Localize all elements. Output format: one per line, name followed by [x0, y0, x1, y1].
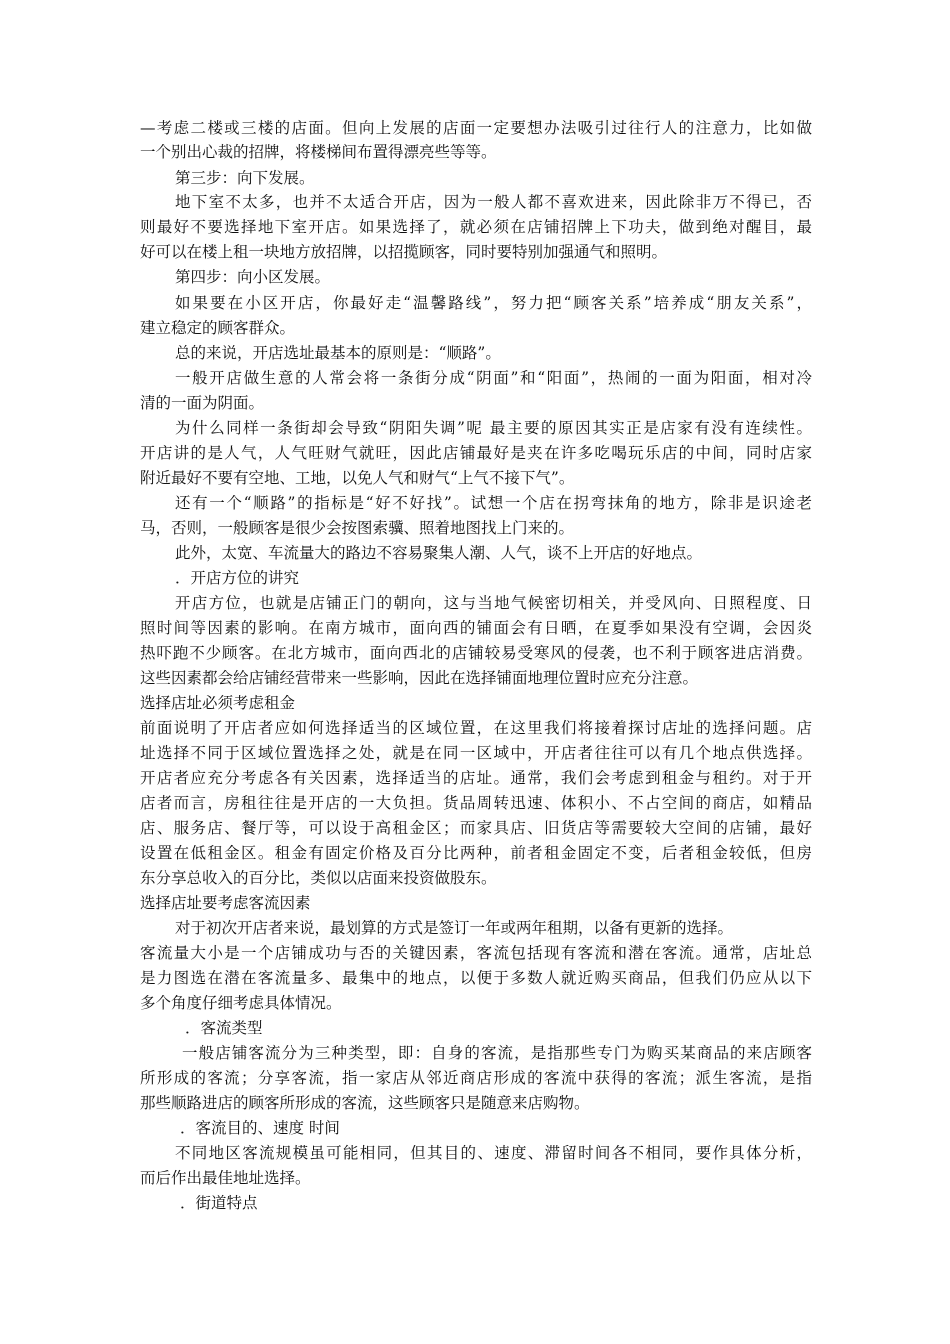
text-line: 东分享总收入的百分比，类似以店面来投资做股东。: [140, 869, 497, 887]
text-line: 店者而言，房租往往是开店的一大负担。货品周转迅速、体积小、不占空间的商店，如精品: [140, 794, 812, 812]
text-line: 前面说明了开店者应如何选择适当的区域位置，在这里我们将接着探讨店址的选择问题。店: [140, 719, 812, 737]
text-line: 地下室不太多，也并不太适合开店，因为一般人都不喜欢进来，因此除非万不得已，否: [175, 193, 812, 211]
text-line: 对于初次开店者来说，最划算的方式是签订一年或两年租期，以备有更新的选择。: [175, 919, 734, 937]
text-line: 是力图选在潜在客流量多、最集中的地点，以便于多数人就近购买商品，但我们仍应从以下: [140, 969, 812, 987]
section-subheading: ．客流目的、速度 时间: [180, 1119, 340, 1137]
text-line: 一般开店做生意的人常会将一条街分成“阴面”和“阳面”，热闹的一面为阳面，相对冷: [175, 369, 812, 387]
text-line: 还有一个“顺路”的指标是“好不好找”。试想一个店在拐弯抹角的地方，除非是识途老: [175, 494, 812, 512]
text-line: 清的一面为阴面。: [140, 394, 265, 412]
step-heading: 第三步：向下发展。: [175, 169, 315, 187]
text-line: 所形成的客流；分享客流，指一家店从邻近商店形成的客流中获得的客流；派生客流，是指: [140, 1069, 812, 1087]
text-line: 不同地区客流规模虽可能相同，但其目的、速度、滞留时间各不相同，要作具体分析，: [175, 1144, 812, 1162]
text-line: 建立稳定的顾客群众。: [140, 319, 296, 337]
section-heading: 选择店址必须考虑租金: [140, 694, 296, 712]
text-line: 店、服务店、餐厅等，可以设于高租金区；而家具店、旧货店等需要较大空间的店铺，最好: [140, 819, 812, 837]
text-line: 开店讲的是人气，人气旺财气就旺，因此店铺最好是夹在许多吃喝玩乐店的中间，同时店家: [140, 444, 812, 462]
text-line: 为什么同样一条街却会导致“阴阳失调”呢 最主要的原因其实正是店家有没有连续性。: [175, 419, 812, 437]
text-line: 一般店铺客流分为三种类型，即：自身的客流，是指那些专门为购买某商品的来店顾客: [182, 1044, 812, 1062]
text-line: 址选择不同于区域位置选择之处，就是在同一区域中，开店者往往可以有几个地点供选择。: [140, 744, 812, 762]
text-line: 热吓跑不少顾客。在北方城市，面向西北的店铺较易受寒风的侵袭，也不利于顾客进店消费。: [140, 644, 812, 662]
text-line: 那些顺路进店的顾客所形成的客流，这些顾客只是随意来店购物。: [140, 1094, 590, 1112]
text-line: 总的来说，开店选址最基本的原则是：“顺路”。: [175, 344, 501, 362]
text-line: 设置在低租金区。租金有固定价格及百分比两种，前者租金固定不变，后者租金较低，但房: [140, 844, 812, 862]
text-line: 开店方位，也就是店铺正门的朝向，这与当地气候密切相关，并受风向、日照程度、日: [175, 594, 812, 612]
text-line: 照时间等因素的影响。在南方城市，面向西的铺面会有日晒，在夏季如果没有空调，会因炎: [140, 619, 812, 637]
text-line: 多个角度仔细考虑具体情况。: [140, 994, 342, 1012]
text-line: 附近最好不要有空地、工地，以免人气和财气“上气不接下气”。: [140, 469, 575, 487]
text-line: 一个别出心裁的招牌，将楼梯间布置得漂亮些等等。: [140, 143, 497, 161]
text-line: 开店者应充分考虑各有关因素，选择适当的店址。通常，我们会考虑到租金与租约。对于开: [140, 769, 812, 787]
text-line: 则最好不要选择地下室开店。如果选择了，就必须在店铺招牌上下功夫，做到绝对醒目，最: [140, 218, 812, 236]
text-line: 而后作出最佳地址选择。: [140, 1169, 311, 1187]
text-line: 好可以在楼上租一块地方放招牌，以招揽顾客，同时要特别加强通气和照明。: [140, 243, 668, 261]
section-heading: 选择店址要考虑客流因素: [140, 894, 311, 912]
section-subheading: ．街道特点: [180, 1194, 258, 1212]
section-subheading: ．客流类型: [185, 1019, 263, 1037]
text-line: 如果要在小区开店，你最好走“温馨路线”，努力把“顾客关系”培养成“朋友关系”，: [175, 294, 812, 312]
text-line: 此外，太宽、车流量大的路边不容易聚集人潮、人气，谈不上开店的好地点。: [175, 544, 703, 562]
text-line: 这些因素都会给店铺经营带来一些影响，因此在选择铺面地理位置时应充分注意。: [140, 669, 699, 687]
text-line: —考虑二楼或三楼的店面。但向上发展的店面一定要想办法吸引过往行人的注意力，比如做: [140, 119, 812, 137]
text-line: 客流量大小是一个店铺成功与否的关键因素，客流包括现有客流和潜在客流。通常，店址总: [140, 944, 812, 962]
step-heading: 第四步：向小区发展。: [175, 268, 331, 286]
section-subheading: ．开店方位的讲究: [175, 569, 300, 587]
text-line: 马，否则，一般顾客是很少会按图索骥、照着地图找上门来的。: [140, 519, 575, 537]
